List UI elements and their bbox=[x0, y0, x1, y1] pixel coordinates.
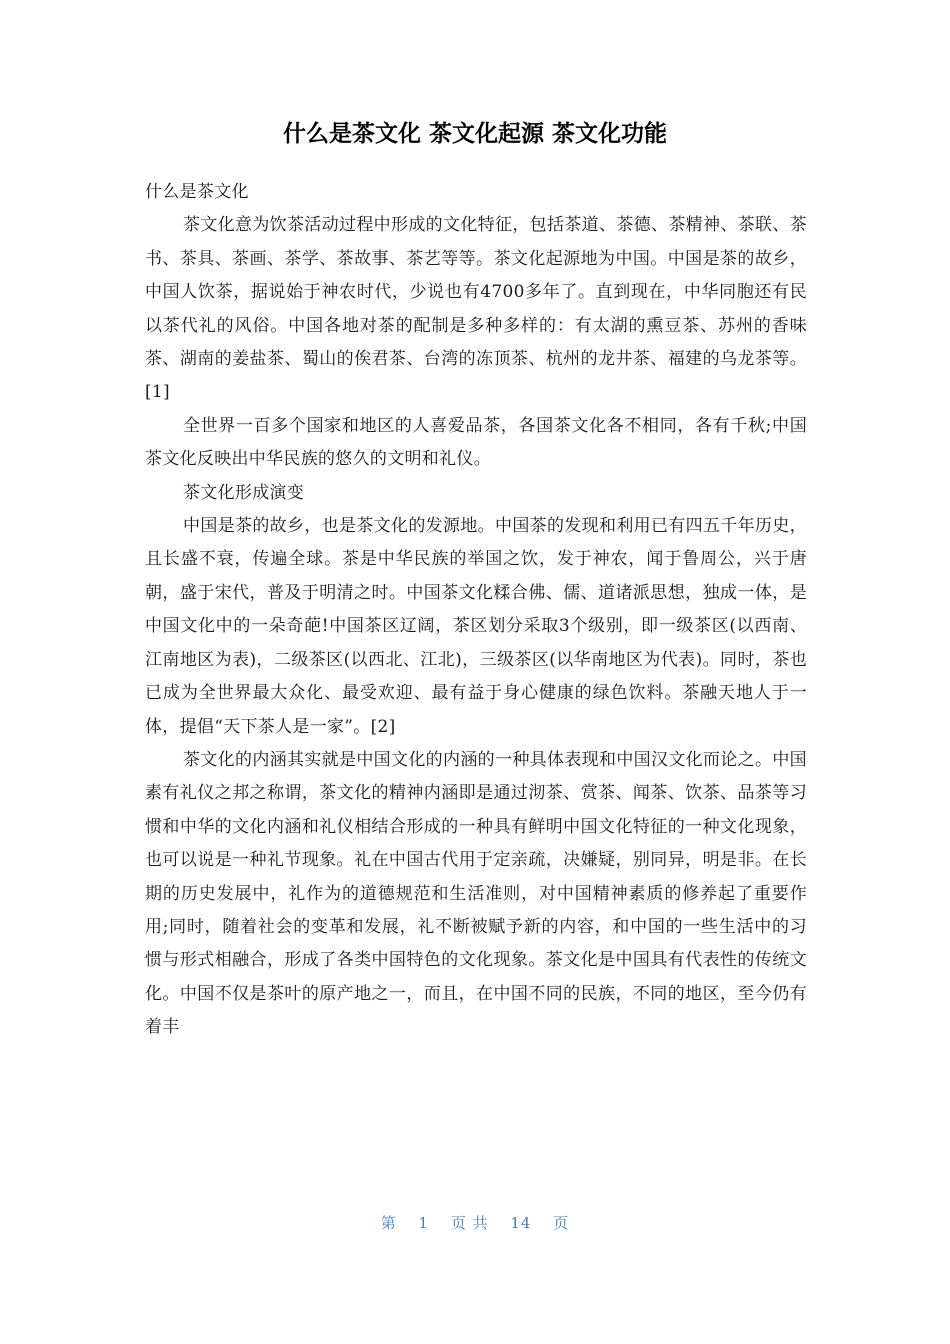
footer-total-pages: 14 bbox=[510, 1214, 532, 1232]
footer-current-page: 1 bbox=[418, 1214, 430, 1232]
paragraph: 全世界一百多个国家和地区的人喜爱品茶，各国茶文化各不相同，各有千秋;中国茶文化反映出中华民族的悠久的文明和礼仪。 bbox=[145, 415, 807, 470]
section-heading-what-is-tea-culture: 什么是茶文化 bbox=[145, 182, 249, 202]
page-footer bbox=[0, 1209, 950, 1237]
paragraph: 茶文化意为饮茶活动过程中形成的文化特征，包括茶道、茶德、茶精神、茶联、茶书、茶具、茶画、茶学、茶故事、茶艺等等。茶文化起源地为中国。中国是茶的故乡，中国人饮茶，据说始于神农时代，少说也有4700多年了。直到现在，中华同胞还有民以茶代礼的风俗。中国各地对茶的配制是多种多样的：有太湖的熏豆茶、苏州的香味茶、湖南的姜盐茶、蜀山的俟君茶、台湾的冻顶茶、杭州的龙井茶、福建的乌龙茶等。[1] bbox=[145, 215, 807, 403]
document-body bbox=[145, 176, 807, 1045]
footer-label-page: 第 bbox=[380, 1214, 397, 1232]
footer-label-suffix: 页 bbox=[553, 1214, 570, 1232]
document-title: 什么是茶文化 茶文化起源 茶文化功能 bbox=[282, 121, 667, 147]
paragraph: 茶文化的内涵其实就是中国文化的内涵的一种具体表现和中国汉文化而论之。中国素有礼仪之邦之称谓，茶文化的精神内涵即是通过沏茶、赏茶、闻茶、饮茶、品茶等习惯和中华的文化内涵和礼仪相结合形成的一种具有鲜明中国文化特征的一种文化现象，也可以说是一种礼节现象。礼在中国古代用于定亲疏，决嫌疑，别同异，明是非。在长期的历史发展中，礼作为的道德规范和生活准则，对中国精神素质的修养起了重要作用;同时，随着社会的变革和发展，礼不断被赋予新的内容，和中国的一些生活中的习惯与形式相融合，形成了各类中国特色的文化现象。茶文化是中国具有代表性的传统文化。中国不仅是茶叶的原产地之一，而且，在中国不同的民族，不同的地区，至今仍有着丰 bbox=[145, 749, 807, 1038]
section-heading-formation-evolution: 茶文化形成演变 bbox=[183, 482, 305, 503]
footer-label-of: 页 共 bbox=[450, 1214, 489, 1232]
paragraph: 中国是茶的故乡，也是茶文化的发源地。中国茶的发现和利用已有四五千年历史，且长盛不衰，传遍全球。茶是中华民族的举国之饮，发于神农，闻于鲁周公，兴于唐朝，盛于宋代，普及于明清之时。中国茶文化糅合佛、儒、道诸派思想，独成一体，是中国文化中的一朵奇葩!中国茶区辽阔，茶区划分采取3个级别，即一级茶区(以西南、江南地区为表)，二级茶区(以西北、江北)，三级茶区(以华南地区为代表)。同时，茶也已成为全世界最大众化、最受欢迎、最有益于身心健康的绿色饮料。茶融天地人于一体，提倡“天下茶人是一家”。[2] bbox=[145, 516, 807, 737]
